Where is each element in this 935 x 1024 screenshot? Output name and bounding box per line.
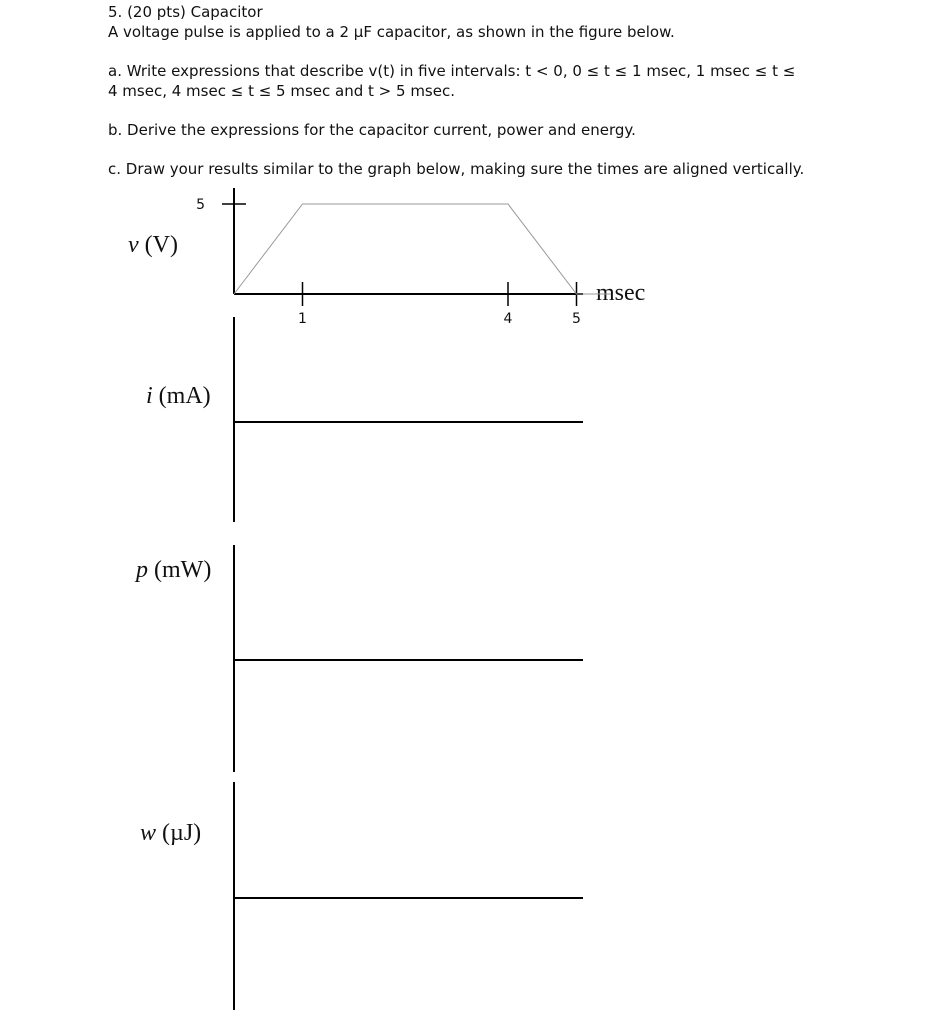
problem-header: 5. (20 pts) Capacitor <box>108 3 263 21</box>
part-a-line1: a. Write expressions that describe v(t) in five intervals: t < 0, 0 ≤ t ≤ 1 msec, 1 msec ≤ t ≤ <box>108 62 796 80</box>
p-axis-unit: (mW) <box>154 557 212 583</box>
part-a-line2: 4 msec, 4 msec ≤ t ≤ 5 msec and t > 5 msec. <box>108 82 455 100</box>
problem-intro: A voltage pulse is applied to a 2 µF capacitor, as shown in the figure below. <box>108 23 675 41</box>
part-b: b. Derive the expressions for the capacitor current, power and energy. <box>108 121 636 139</box>
x-tick-label-1: 1 <box>298 311 307 327</box>
x-tick-label-4: 4 <box>503 311 513 327</box>
w-axis-var: w <box>140 820 157 846</box>
part-c: c. Draw your results similar to the graph below, making sure the times are aligned vertically. <box>108 160 805 178</box>
i-axis-unit: (mA) <box>158 383 211 409</box>
x-tick-label-5: 5 <box>572 311 581 327</box>
p-axis-var: p <box>136 557 148 583</box>
w-axis-unit: (µJ) <box>162 820 202 846</box>
v-series-line <box>234 204 611 294</box>
i-axis-var: i <box>146 383 153 409</box>
v-axis-var: v <box>128 232 139 258</box>
y-tick-label-5: 5 <box>196 197 205 213</box>
v-axis-unit: (V) <box>144 232 178 258</box>
time-unit-label: msec <box>596 280 646 306</box>
